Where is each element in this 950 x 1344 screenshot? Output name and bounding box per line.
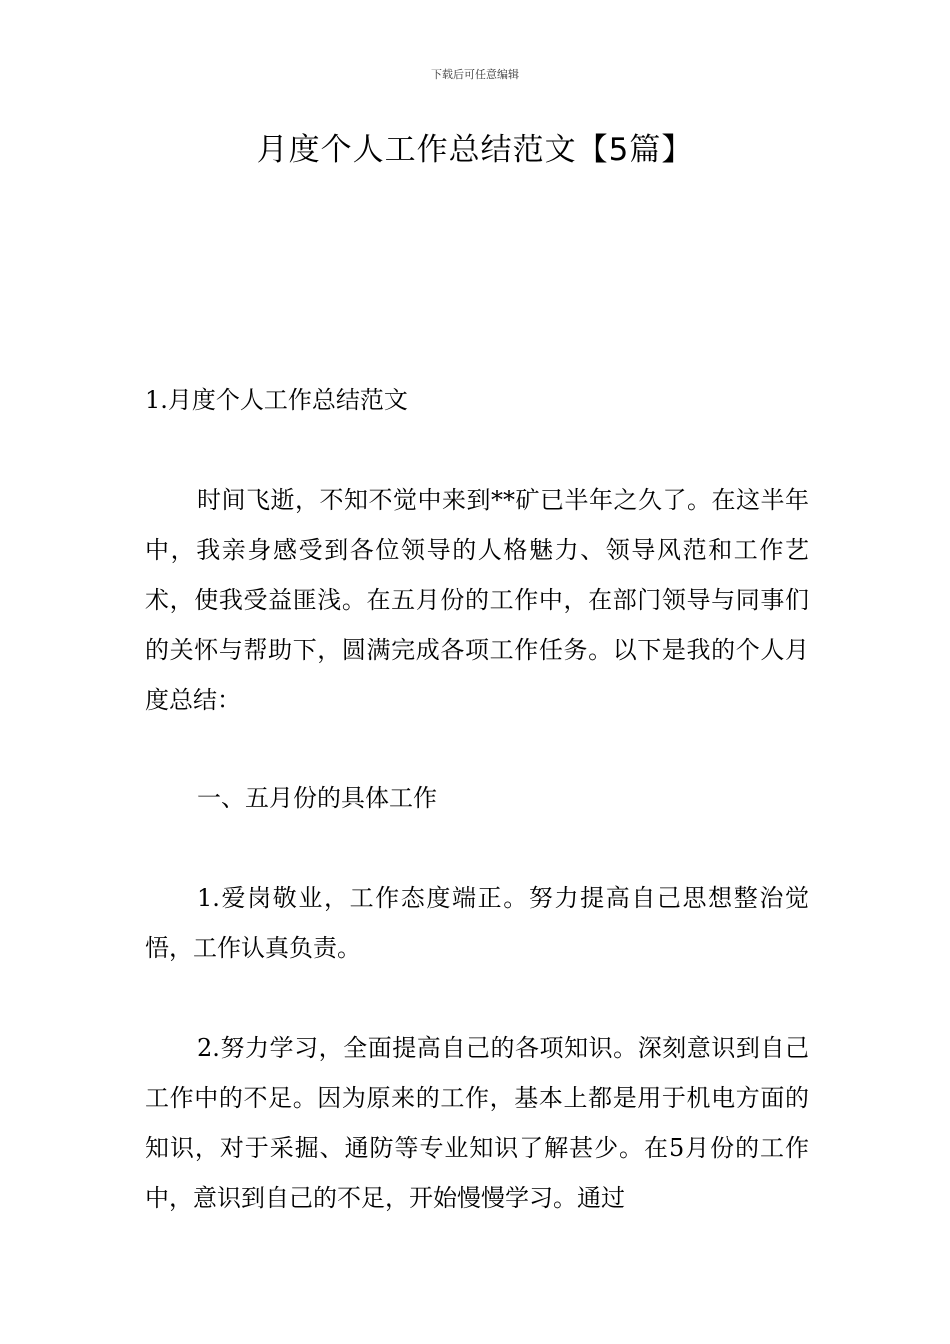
header-note: 下载后可任意编辑 [431, 68, 519, 81]
subheading: 一、五月份的具体工作 [197, 784, 437, 812]
intro-paragraph: 时间飞逝，不知不觉中来到**矿已半年之久了。在这半年中，我亲身感受到各位领导的人格魅力、领导风范和工作艺术，使我受益匪浅。在五月份的工作中，在部门领导与同事们的关怀与帮助下，圆满完成各项工作任务。以下是我的个人月度总结： [145, 486, 809, 714]
section-heading: 1.月度个人工作总结范文 [145, 386, 408, 414]
document-title: 月度个人工作总结范文【5篇】 [256, 132, 694, 168]
list-item-1: 1.爱岗敬业，工作态度端正。努力提高自己思想整治觉悟，工作认真负责。 [145, 884, 809, 962]
list-item-2: 2.努力学习，全面提高自己的各项知识。深刻意识到自己工作中的不足。因为原来的工作，基本上都是用于机电方面的知识，对于采掘、通防等专业知识了解甚少。在5月份的工作中，意识到自己的不足，开始慢慢学习。通过 [145, 1034, 809, 1212]
